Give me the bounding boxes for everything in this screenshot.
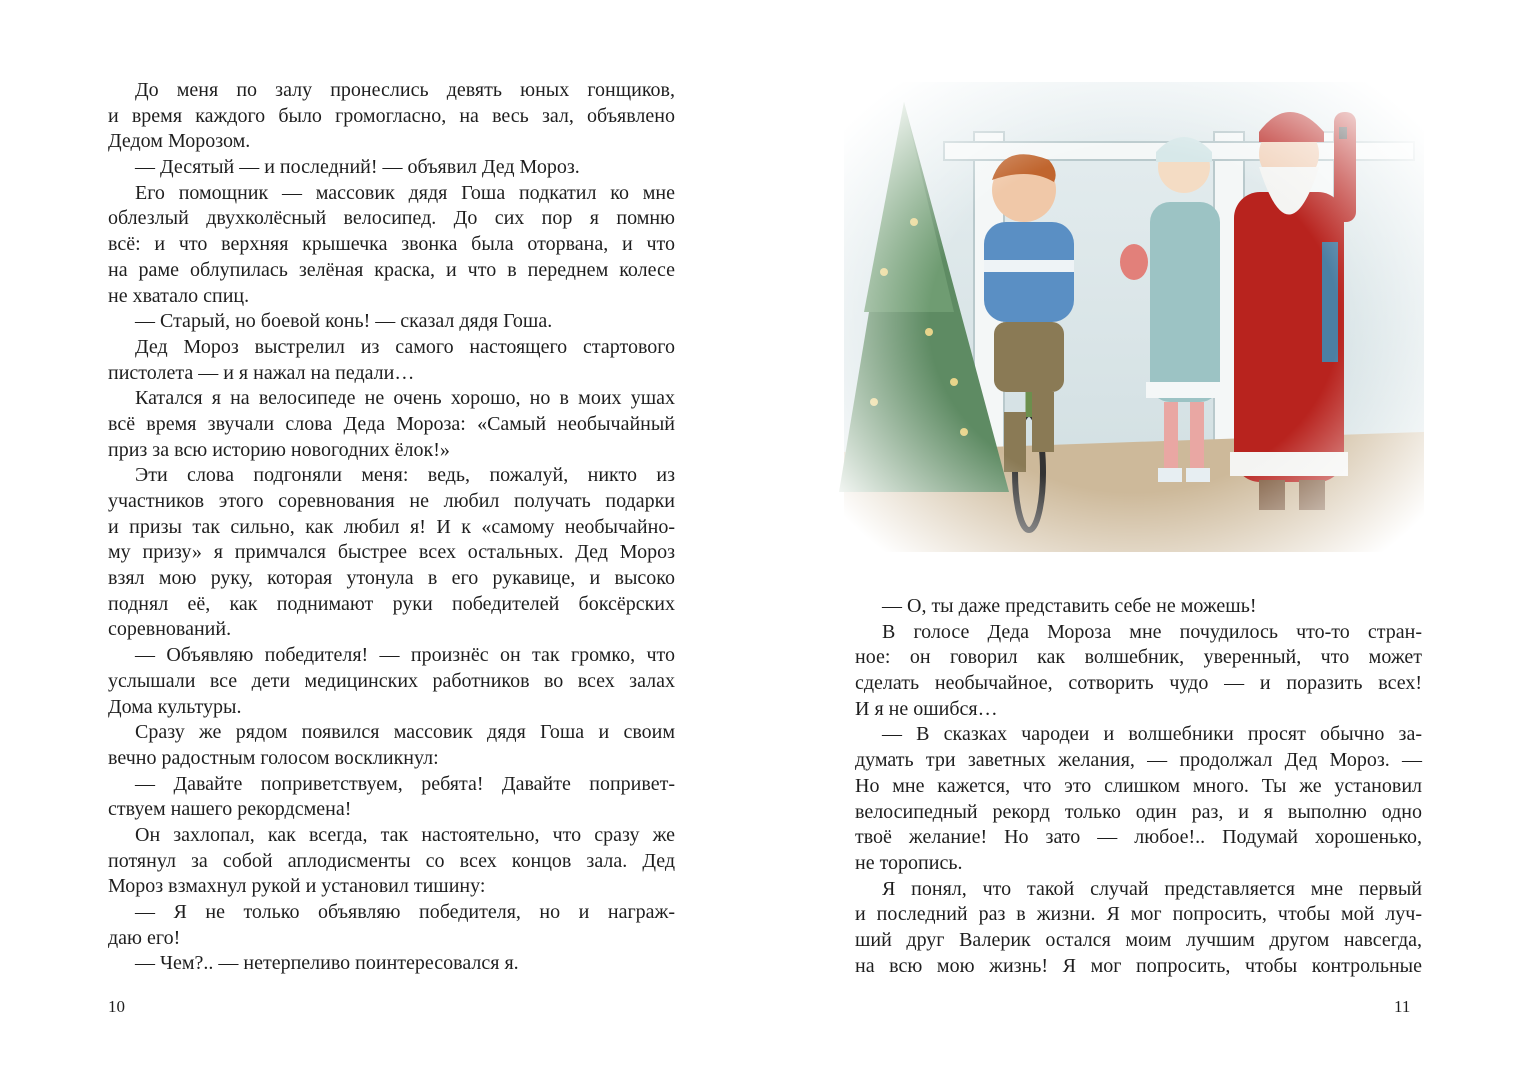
text-line: — Десятый — и последний! — объявил Дед Мороз. <box>135 156 580 179</box>
page-number: 10 <box>108 997 125 1016</box>
right-page <box>764 0 1529 1080</box>
text-line: думать три заветных желания, — продолжал Дед Мороз. — <box>855 749 1422 772</box>
illustration-ded-moroz-scene <box>834 72 1434 572</box>
text-line: не хватало спиц. <box>108 284 250 307</box>
text-line: ное: он говорил как волшебник, уверенный, что может <box>855 646 1422 669</box>
text-line: Но мне кажется, что это слишком много. Ты же установил <box>855 774 1422 797</box>
text-line: Дед Мороз выстрелил из самого настоящего стартового <box>135 335 675 358</box>
text-line: — О, ты даже представить себе не можешь! <box>882 595 1257 617</box>
text-line: даю его! <box>108 926 181 949</box>
text-line: твоё желание! Но зато — любое!.. Подумай хорошенько, <box>855 826 1422 849</box>
text-line: Я понял, что такой случай представляется мне первый <box>882 877 1422 900</box>
text-line: Он захлопал, как всегда, так настоятельно, что сразу же <box>135 823 675 846</box>
text-line: не торопись. <box>855 851 963 874</box>
text-line: на всю мою жизнь! Я мог попросить, чтобы контрольные <box>855 954 1422 977</box>
text-line: вечно радостным голосом воскликнул: <box>108 746 439 769</box>
text-line: взял мою руку, которая утонула в его рукавице, и высоко <box>108 567 675 590</box>
text-line: поднял её, как поднимают руки победителей боксёрских <box>108 592 675 615</box>
text-line: — Старый, но боевой конь! — сказал дядя Гоша. <box>135 310 553 333</box>
left-page-text <box>108 78 675 977</box>
text-line: — Чем?.. — нетерпеливо поинтересовался я. <box>135 952 519 975</box>
right-page-text <box>855 594 1422 979</box>
text-line: Мороз взмахнул рукой и установил тишину: <box>108 875 486 898</box>
text-line: му призу» я примчался быстрее всех остальных. Дед Мороз <box>108 541 675 564</box>
text-line: Дома культуры. <box>108 695 242 718</box>
text-line: — Я не только объявляю победителя, но и награж- <box>135 901 675 923</box>
text-line: всё время звучали слова Деда Мороза: «Самый необычайный <box>108 412 675 435</box>
text-line: велосипедный рекорд только один раз, и я выполню одно <box>855 800 1422 823</box>
text-line: облезлый двухколёсный велосипед. До сих пор я помню <box>108 207 675 230</box>
text-line: До меня по залу пронеслись девять юных гонщиков, <box>135 79 675 101</box>
text-line: всё: и что верхняя крышечка звонка была оторвана, и что <box>108 233 675 256</box>
text-line: — В сказках чародеи и волшебники просят обычно за- <box>882 723 1422 746</box>
text-line: соревнований. <box>108 618 232 641</box>
text-line: ший друг Валерик остался моим лучшим другом навсегда, <box>855 928 1422 951</box>
text-line: сделать необычайное, сотворить чудо — и поразить всех! <box>855 672 1422 695</box>
text-line: приз за всю историю новогодних ёлок!» <box>108 438 450 461</box>
text-line: и время каждого было громогласно, на весь зал, объявлено <box>108 104 675 127</box>
text-line: на раме облупилась зелёная краска, и что в переднем колесе <box>108 258 675 281</box>
text-line: Дедом Морозом. <box>108 130 251 153</box>
illustration-vignette <box>834 72 1434 572</box>
text-line: участников этого соревнования не любил получать подарки <box>108 490 675 512</box>
text-line: услышали все дети медицинских работников во всех залах <box>108 669 675 692</box>
text-line: потянул за собой аплодисменты со всех концов зала. Дед <box>108 849 675 872</box>
text-line: — Объявляю победителя! — произнёс он так громко, что <box>135 644 675 667</box>
text-line: В голосе Деда Мороза мне почудилось что-то стран- <box>882 620 1422 643</box>
text-line: и последний раз в жизни. Я мог попросить, чтобы мой луч- <box>855 903 1422 926</box>
page-number: 11 <box>1394 997 1411 1016</box>
text-line: — Давайте поприветствуем, ребята! Давайте попривет- <box>135 772 675 795</box>
text-line: Эти слова подгоняли меня: ведь, пожалуй, никто из <box>135 464 675 487</box>
text-line: Его помощник — массовик дядя Гоша подкатил ко мне <box>135 181 675 204</box>
text-line: пистолета — и я нажал на педали… <box>108 361 415 384</box>
text-line: Катался я на велосипеде не очень хорошо, но в моих ушах <box>135 387 675 410</box>
text-line: И я не ошибся… <box>855 697 998 720</box>
text-line: ствуем нашего рекордсмена! <box>108 798 352 821</box>
text-line: и призы так сильно, как любил я! И к «самому необычайно- <box>108 515 675 538</box>
text-line: Сразу же рядом появился массовик дядя Гоша и своим <box>135 721 675 744</box>
left-page <box>0 0 764 1080</box>
